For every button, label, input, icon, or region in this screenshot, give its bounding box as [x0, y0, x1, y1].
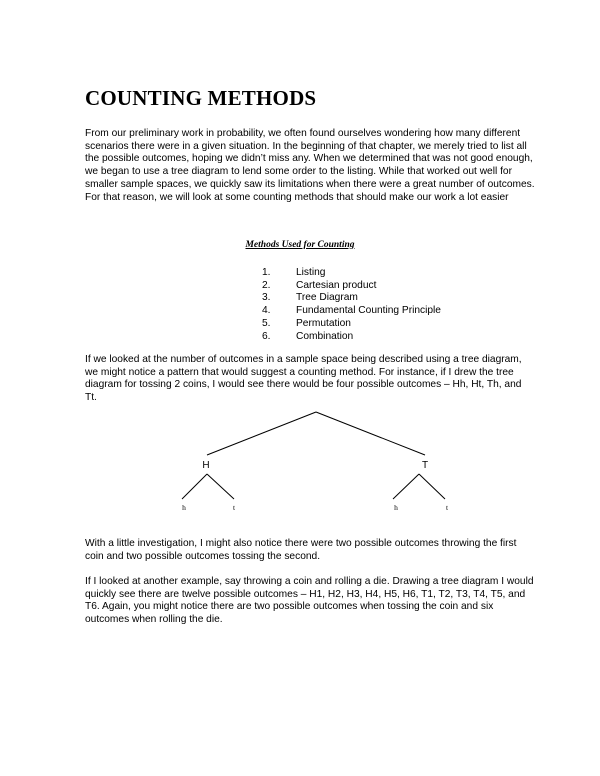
list-item-label: Tree Diagram	[296, 292, 358, 304]
tree-branch	[207, 412, 316, 455]
tree-leaf-t: t	[445, 503, 449, 512]
list-item-label: Cartesian product	[296, 279, 377, 291]
investigation-paragraph: With a little investigation, I might also notice there were two possible outcomes throwing the first coin and two possible outcomes tossing the second.	[85, 538, 517, 562]
list-item-number: 3.	[262, 292, 271, 304]
list-item-number: 2.	[262, 279, 271, 291]
list-item-label: Permutation	[296, 317, 351, 329]
intro-paragraph: From our preliminary work in probability, we often found ourselves wondering how many different scenarios there were in a given situation. In the beginning of that chapter, we merely tried to list all the possible outcomes, hoping we didn’t miss any. When we determined that was not good enough, we began to use a tree diagram to lend some order to the listing. While that worked out well for smaller sample spaces, we quickly saw its limitations when there were a great number of outcomes. For that reason, we will look at some counting methods that should make our work a lot easier	[85, 128, 535, 203]
tree-branch	[207, 474, 234, 499]
tree-leaf-h: h	[182, 503, 186, 512]
tree-branch	[316, 412, 425, 455]
list-item-label: Listing	[296, 267, 326, 278]
tree-branch	[419, 474, 445, 499]
tree-leaf-t: t	[232, 503, 236, 512]
page-title: COUNTING METHODS	[85, 86, 317, 110]
list-item-number: 6.	[262, 330, 271, 342]
tree-node-h: H	[202, 460, 210, 471]
list-item-number: 4.	[262, 305, 271, 317]
list-item-number: 5.	[262, 317, 271, 329]
tree-branch	[182, 474, 207, 499]
list-item-label: Fundamental Counting Principle	[296, 305, 441, 317]
list-item-number: 1.	[262, 267, 271, 278]
tree-pattern-paragraph: If we looked at the number of outcomes in a sample space being described using a tree diagram, we might notice a pattern that would suggest a counting method. For instance, if I drew the tree diagram for tossing 2 coins, I would see there would be four possible outcomes – Hh, Ht, Th, and Tt.	[85, 354, 522, 404]
tree-branch	[393, 474, 419, 499]
coin-die-paragraph: If I looked at another example, say throwing a coin and rolling a die. Drawing a tree diagram I would quickly see there are twelve possible outcomes – H1, H2, H3, H4, H5, H6, T1, T2, T3, T4, T5, and T6. Again, you might notice there are two possible outcomes when tossing the coin and six outcomes when rolling the die.	[85, 576, 534, 626]
tree-node-t: T	[421, 460, 429, 471]
methods-heading: Methods Used for Counting	[245, 240, 355, 250]
tree-leaf-h: h	[394, 503, 398, 512]
list-item-label: Combination	[296, 330, 354, 342]
